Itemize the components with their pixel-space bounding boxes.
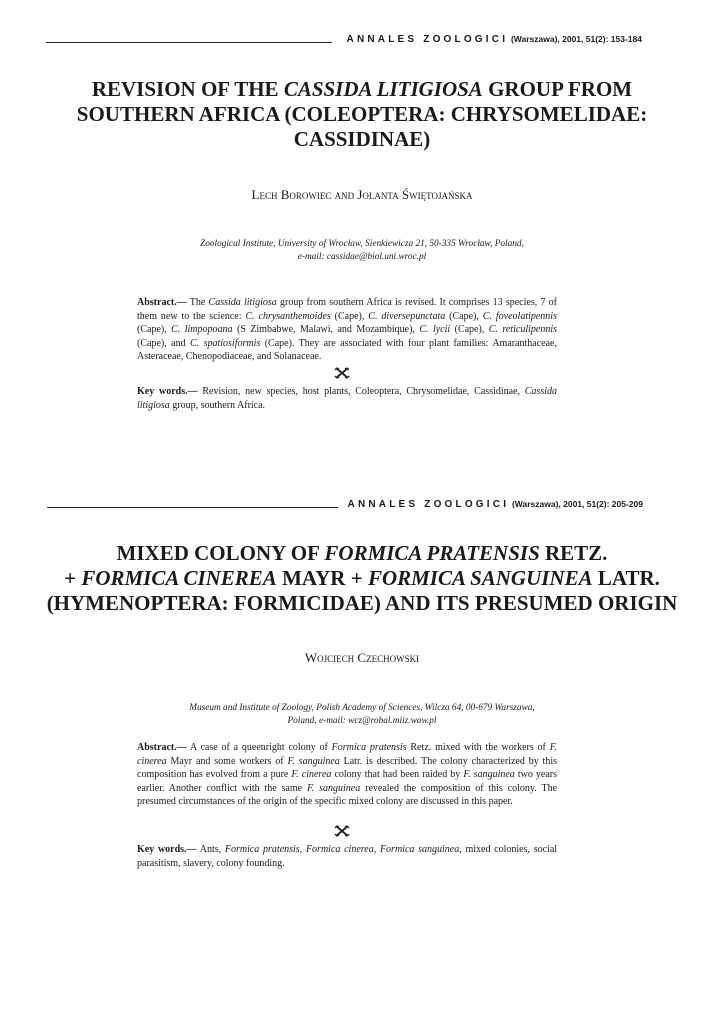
title-line-2: SOUTHERN AFRICA (COLEOPTERA: CHRYSOMELIDAE: bbox=[76, 102, 648, 126]
keywords: Key words.— Revision, new species, host plants, Coleoptera, Chrysomelidae, Cassidinae, Cassida litigiosa group, southern Africa. bbox=[137, 386, 557, 411]
journal-citation bbox=[347, 34, 642, 45]
citation: (Warszawa), 2001, 51(2): 153-184 bbox=[510, 34, 642, 44]
keywords-label: Key words.— bbox=[137, 844, 197, 855]
article-title bbox=[40, 77, 684, 152]
title-line-3: (HYMENOPTERA: FORMICIDAE) AND ITS PRESUMED ORIGIN bbox=[46, 591, 678, 615]
title-line-1: REVISION OF THE CASSIDA LITIGIOSA GROUP FROM bbox=[91, 77, 633, 101]
abstract: Abstract.— The Cassida litigiosa group from southern Africa is revised. It comprises 13 species, 7 of them new to the science: C. chrysanthemoides (Cape), C. diversepunctata (Cape), C. foveolatipennis (Cape), C. limpopoana (S Zimbabwe, Malawi, and Mozambique), C. lycii (Cape), C. reticulipennis (Cape), and C. spatiosiformis (Cape). They are associated with four plant families: Amaranthaceae, Asteraceae, Chenopodiaceae, and Solanaceae. bbox=[137, 297, 557, 363]
abstract-label: Abstract.— bbox=[137, 297, 187, 308]
crossed-ornament-icon bbox=[334, 366, 350, 380]
keywords: Key words.— Ants, Formica pratensis, Formica cinerea, Formica sanguinea, mixed colonies, social parasitism, slavery, colony founding. bbox=[137, 844, 558, 869]
keywords-label: Key words.— bbox=[137, 386, 198, 397]
crossed-ornament-icon bbox=[334, 824, 350, 838]
authors: Lech Borowiec and Jolanta Świętojańska bbox=[251, 187, 473, 202]
header-rule bbox=[47, 507, 338, 508]
header-rule bbox=[46, 42, 332, 43]
title-line-3: CASSIDINAE) bbox=[293, 127, 431, 151]
citation: (Warszawa), 2001, 51(2): 205-209 bbox=[511, 499, 643, 509]
affiliation: Zoological Institute, University of Wrocław, Sienkiewicza 21, 50-335 Wrocław, Poland, e-mail: cassidae@biol.uni.wroc.pl bbox=[200, 239, 524, 262]
abstract-label: Abstract.— bbox=[137, 742, 187, 753]
title-line-2: + FORMICA CINEREA MAYR + FORMICA SANGUINEA LATR. bbox=[64, 566, 660, 590]
journal-citation bbox=[348, 499, 643, 510]
journal-name: ANNALES ZOOLOGICI bbox=[347, 499, 510, 510]
journal-name: ANNALES ZOOLOGICI bbox=[346, 34, 509, 45]
article-title bbox=[40, 541, 684, 616]
running-header bbox=[0, 497, 724, 517]
abstract: Abstract.— A case of a queenright colony of Formica pratensis Retz. mixed with the workers of F. cinerea Mayr and some workers of F. sanguinea Latr. is described. The colony characterized by this composition has evolved from a pure F. cinerea colony that had been raided by F. sanguinea two years earlier. Another conflict with the same F. sanguinea revealed the composition of this colony. The presumed circumstances of the origin of the specific mixed colony are discussed in this paper. bbox=[137, 742, 558, 808]
title-line-1: MIXED COLONY OF FORMICA PRATENSIS RETZ. bbox=[116, 541, 608, 565]
affiliation: Museum and Institute of Zoology, Polish Academy of Sciences, Wilcza 64, 00-679 Warszawa, Poland, e-mail: wcz@robal.miiz.waw.pl bbox=[189, 703, 535, 726]
authors: Wojciech Czechowski bbox=[304, 650, 420, 665]
running-header bbox=[0, 32, 724, 52]
